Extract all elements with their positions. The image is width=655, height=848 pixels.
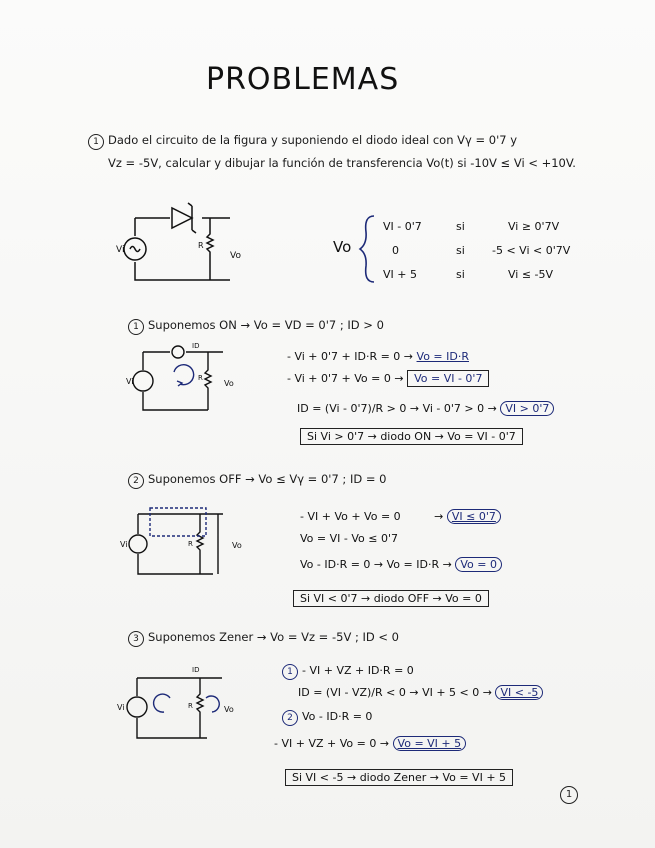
main-r-label: R: [198, 241, 204, 250]
case-3-eq-4: [274, 737, 466, 750]
case-3-circuit: [112, 664, 242, 744]
case-1-eq-1: [287, 350, 469, 363]
case-1-eq-3-result: VI > 0'7: [500, 401, 554, 416]
page-number: 1: [560, 786, 578, 804]
piecewise-lhs: Vo: [333, 238, 352, 256]
case-3-eq-2-text: ID = (VI - VZ)/R < 0 → VI + 5 < 0 →: [298, 686, 492, 699]
main-vo-label: Vo: [230, 251, 241, 261]
case-1-eq-3-text: ID = (Vi - 0'7)/R > 0 → Vi - 0'7 > 0 →: [297, 402, 497, 415]
case-3-eq-3-tag: 2: [282, 710, 298, 726]
case-2-eq-2: Vo = VI - Vo ≤ 0'7: [300, 532, 398, 545]
case-3-eq-1-tag: 1: [282, 664, 298, 680]
case-1-vo-label: Vo: [224, 379, 234, 388]
case-3-eq-2: [298, 686, 543, 699]
case-3-eq-4-result: Vo = VI + 5: [393, 736, 467, 751]
case-2-number: 2: [128, 473, 144, 489]
case-3-eq-1: [282, 664, 414, 680]
case-1-heading: [128, 318, 384, 335]
case-3-eq-1-text: - VI + VZ + ID·R = 0: [302, 664, 414, 677]
case-2-eq-3-result: Vo = 0: [455, 557, 502, 572]
case-2-eq-3-text: Vo - ID·R = 0 → Vo = ID·R →: [300, 558, 452, 571]
piecewise-brace: [358, 214, 378, 284]
case-3-eq-3-text: Vo - ID·R = 0: [302, 710, 373, 723]
problem-text-1: Dado el circuito de la figura y suponiendo el diodo ideal con Vγ = 0'7 y: [108, 133, 518, 147]
case-1-number: 1: [128, 319, 144, 335]
case-1-heading-text: Suponemos ON → Vo = VD = 0'7 ; ID > 0: [148, 318, 384, 332]
case-2-eq-1-text: - VI + Vo + Vo = 0: [300, 510, 401, 523]
piecewise-case-1-si: si: [456, 220, 465, 233]
case-1-vi-label: Vi: [126, 377, 134, 386]
case-3-heading: [128, 630, 399, 647]
case-2-vo-label: Vo: [232, 541, 242, 550]
case-1-eq-2-text: - Vi + 0'7 + Vo = 0 →: [287, 372, 404, 385]
piecewise-case-3-si: si: [456, 268, 465, 281]
piecewise-case-3-cond: Vi ≤ -5V: [508, 268, 554, 281]
case-2-conclusion: Si VI < 0'7 → diodo OFF → Vo = 0: [293, 590, 489, 607]
case-3-heading-text: Suponemos Zener → Vo = Vz = -5V ; ID < 0: [148, 630, 400, 644]
piecewise-case-3-expr: VI + 5: [383, 268, 417, 281]
case-1-eq-3: [297, 402, 554, 415]
case-1-eq-2-result: Vo = VI - 0'7: [407, 370, 489, 387]
case-1-eq-1-text: - Vi + 0'7 + ID·R = 0 →: [287, 350, 414, 363]
case-2-heading: [128, 472, 386, 489]
case-1-eq-1-result: Vo = ID·R: [416, 350, 469, 363]
case-3-eq-2-result: VI < -5: [495, 685, 543, 700]
case-1-eq-2: [287, 372, 489, 385]
case-3-r-label: R: [188, 702, 193, 710]
case-1-circuit: [118, 340, 248, 415]
case-2-r-label: R: [188, 540, 193, 548]
case-3-id-label: ID: [192, 666, 200, 674]
case-2-heading-text: Suponemos OFF → Vo ≤ Vγ = 0'7 ; ID = 0: [148, 472, 387, 486]
case-3-conclusion: Si VI < -5 → diodo Zener → Vo = VI + 5: [285, 769, 513, 786]
piecewise-case-2-expr: 0: [392, 244, 399, 257]
case-2-eq-3: [300, 558, 502, 571]
case-3-number: 3: [128, 631, 144, 647]
piecewise-case-2-si: si: [456, 244, 465, 257]
piecewise-case-2-cond: -5 < Vi < 0'7V: [492, 244, 571, 257]
case-2-vi-label: Vi: [120, 540, 128, 549]
problem-number: 1: [88, 134, 104, 150]
case-3-vo-label: Vo: [224, 705, 234, 714]
case-1-r-label: R: [198, 374, 203, 382]
case-2-eq-1: - VI + Vo + Vo = 0 → VI ≤ 0'7: [300, 510, 501, 523]
main-vi-label: Vi: [116, 245, 125, 255]
case-1-conclusion: Si Vi > 0'7 → diodo ON → Vo = VI - 0'7: [300, 428, 523, 445]
case-2-circuit: [118, 506, 248, 581]
main-circuit: [110, 200, 250, 290]
case-2-eq-1-result: VI ≤ 0'7: [447, 509, 501, 524]
problem-statement-line-1: [88, 133, 517, 150]
case-1-id-label: ID: [192, 342, 200, 350]
piecewise-case-1-cond: Vi ≥ 0'7V: [508, 220, 560, 233]
case-3-eq-3: [282, 710, 372, 726]
piecewise-case-1-expr: VI - 0'7: [383, 220, 422, 233]
case-3-eq-4-text: - VI + VZ + Vo = 0 →: [274, 737, 390, 750]
problem-statement-line-2: Vz = -5V, calcular y dibujar la función de transferencia Vo(t) si -10V ≤ Vi < +10V.: [108, 156, 576, 170]
case-3-vi-label: Vi: [117, 703, 125, 712]
page-title: PROBLEMAS: [206, 62, 400, 97]
